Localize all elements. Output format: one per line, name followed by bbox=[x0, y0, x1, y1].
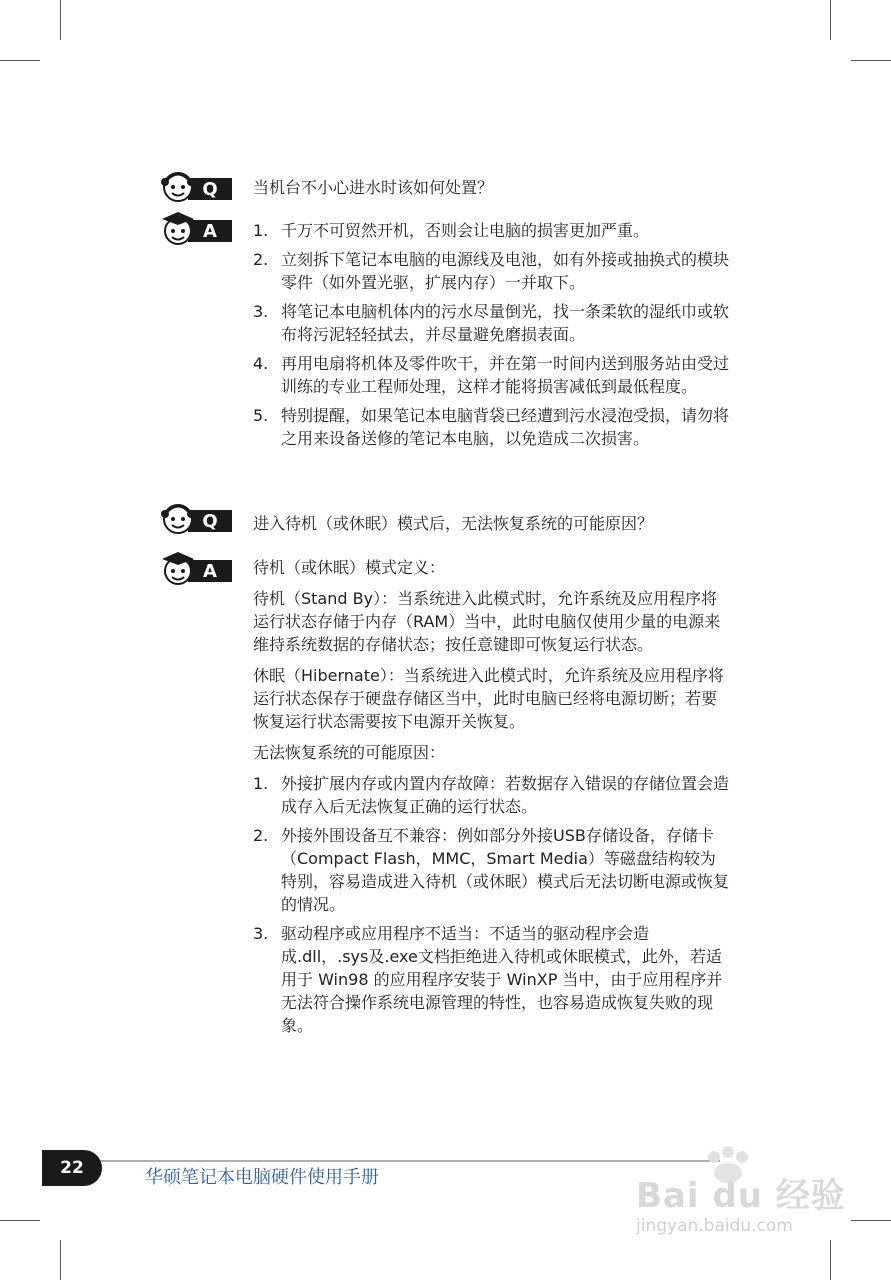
list-item bbox=[253, 772, 729, 818]
svg-text:A: A bbox=[203, 561, 217, 582]
paragraph: 休眠（Hibernate）：当系统进入此模式时，允许系统及应用程序将运行状态保存于硬盘存储区当中，此时电脑已经将电源切断；若要恢复运行状态需要按下电源开关恢复。 bbox=[253, 666, 724, 731]
crop-mark bbox=[830, 1240, 831, 1280]
manual-title: 华硕笔记本电脑硬件使用手册 bbox=[145, 1167, 379, 1188]
item-text: 外接扩展内存或内置内存故障：若数据存入错误的存储位置会造成存入后无法恢复正确的运行状态。 bbox=[281, 774, 730, 816]
crop-mark bbox=[830, 0, 831, 40]
item-text: 将笔记本电脑机体内的污水尽量倒光，找一条柔软的湿纸巾或软布将污泥轻轻拭去，并尽量避免磨损表面。 bbox=[281, 302, 730, 344]
crop-mark bbox=[60, 1240, 61, 1280]
list-item bbox=[253, 300, 729, 346]
item-text: 千万不可贸然开机，否则会让电脑的损害更加严重。 bbox=[281, 221, 650, 240]
question-text: 进入待机（或休眠）模式后，无法恢复系统的可能原因？ bbox=[253, 514, 654, 533]
crop-mark bbox=[0, 1220, 40, 1221]
crop-mark bbox=[0, 60, 40, 61]
girl-face-icon bbox=[160, 500, 232, 540]
item-number: 1. bbox=[253, 221, 269, 240]
list-item bbox=[253, 824, 729, 916]
answer-badge bbox=[160, 550, 232, 590]
svg-text:Q: Q bbox=[202, 511, 218, 532]
item-text: 立刻拆下笔记本电脑的电源线及电池，如有外接或抽换式的模块零件（如外置光驱，扩展内存）一并取下。 bbox=[281, 250, 730, 292]
question-badge bbox=[160, 168, 232, 208]
item-number: 2. bbox=[253, 826, 269, 845]
list-item bbox=[253, 404, 729, 450]
item-number: 2. bbox=[253, 250, 269, 269]
item-number: 3. bbox=[253, 302, 269, 321]
list-item bbox=[253, 352, 729, 398]
watermark-url: jingyan.baidu.com bbox=[636, 1216, 793, 1236]
item-number: 4. bbox=[253, 354, 269, 373]
list-item bbox=[253, 922, 729, 1037]
answer-body bbox=[253, 556, 729, 1043]
crop-mark bbox=[851, 1220, 891, 1221]
item-text: 再用电扇将机体及零件吹干，并在第一时间内送到服务站由受过训练的专业工程师处理，这样才能将损害减低到最低程度。 bbox=[281, 354, 730, 396]
item-text: 外接外围设备互不兼容：例如部分外接USB存储设备，存储卡（Compact Flash，MMC，Smart Media）等磁盘结构较为特别，容易造成进入待机（或休眠）模式后无法切断电源或恢复的情况。 bbox=[281, 826, 730, 914]
list-item bbox=[253, 219, 729, 242]
graduate-face-icon bbox=[160, 550, 232, 590]
item-number: 1. bbox=[253, 774, 269, 793]
item-number: 5. bbox=[253, 406, 269, 425]
crop-mark bbox=[851, 60, 891, 61]
question-badge bbox=[160, 500, 232, 540]
watermark-logo: Bai du 经验 bbox=[636, 1176, 846, 1216]
page-number: 22 bbox=[42, 1150, 102, 1186]
crop-mark bbox=[60, 0, 61, 40]
answer-badge bbox=[160, 210, 232, 250]
question-text: 当机台不小心进水时该如何处置？ bbox=[253, 178, 494, 197]
list-item bbox=[253, 248, 729, 294]
girl-face-icon bbox=[160, 168, 232, 208]
svg-text:A: A bbox=[203, 221, 217, 242]
item-number: 3. bbox=[253, 924, 269, 943]
item-text: 驱动程序或应用程序不适当：不适当的驱动程序会造成.dll，.sys及.exe文档拒绝进入待机或休眠模式，此外，若适用于 Win98 的应用程序安装于 WinXP 当中，由于应用程序并无法符合操作系统电源管理的特性，也容易造成恢复失败的现象。 bbox=[281, 924, 723, 1035]
svg-text:Q: Q bbox=[202, 179, 218, 200]
graduate-face-icon bbox=[160, 210, 232, 250]
paragraph: 待机（Stand By）：当系统进入此模式时，允许系统及应用程序将运行状态存储于内存（RAM）当中，此时电脑仅使用少量的电源来维持系统数据的存储状态；按任意键即可恢复运行状态。 bbox=[253, 589, 721, 654]
footer-divider bbox=[100, 1160, 720, 1162]
item-text: 特别提醒，如果笔记本电脑背袋已经遭到污水浸泡受损，请勿将之用来设备送修的笔记本电脑，以免造成二次损害。 bbox=[281, 406, 730, 448]
paragraph: 待机（或休眠）模式定义： bbox=[253, 558, 446, 577]
answer-list bbox=[253, 219, 729, 456]
paragraph: 无法恢复系统的可能原因： bbox=[253, 743, 446, 762]
